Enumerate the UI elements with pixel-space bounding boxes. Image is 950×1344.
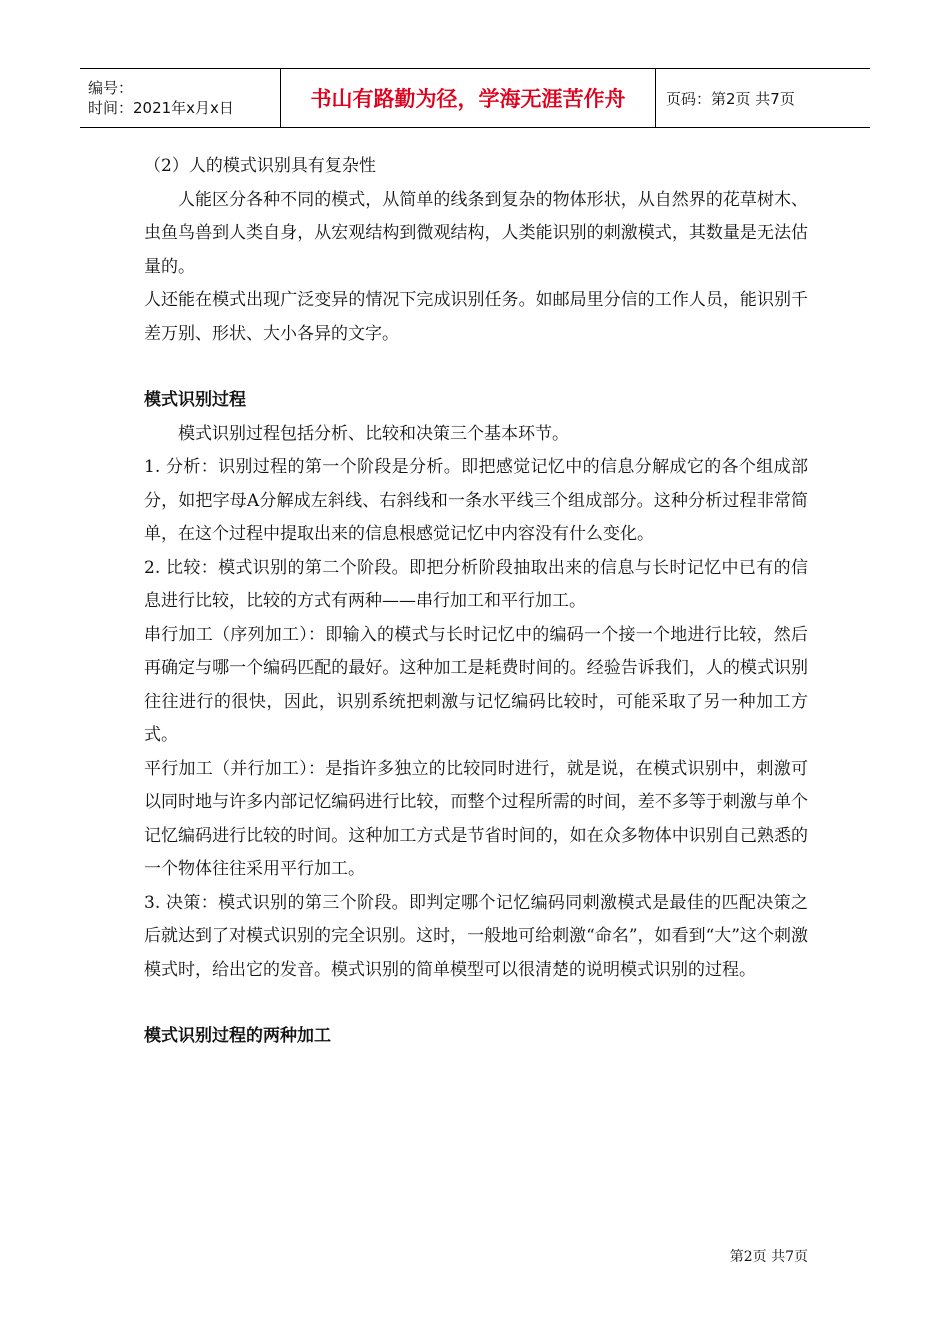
document-body [144,150,808,1054]
header-motto [281,69,656,127]
paragraph: 平行加工（并行加工）：是指许多独立的比较同时进行，就是说，在模式识别中，刺激可以同时地与许多内部记忆编码进行比较，而整个过程所需的时间，差不多等于刺激与单个记忆编码进行比较的时间。这种加工方式是节省时间的，如在众多物体中识别自己熟悉的一个物体往往采用平行加工。 [144,758,808,879]
section-heading: 模式识别过程 [144,390,246,410]
paragraph: 模式识别过程包括分析、比较和决策三个基本环节。 [178,423,569,444]
header-page-info [656,69,870,127]
footer-page-info: 第2页 共7页 [729,1249,808,1265]
page-info-text: 页码：第2页 共7页 [666,89,795,108]
paragraph: 3. 决策：模式识别的第三个阶段。即判定哪个记忆编码同刺激模式是最佳的匹配决策之后就达到了对模式识别的完全识别。这时，一般地可给刺激“命名”，如看到“大”这个刺激模式时，给出它的发音。模式识别的简单模型可以很清楚的说明模式识别的过程。 [144,892,808,980]
paragraph: 2. 比较：模式识别的第二个阶段。即把分析阶段抽取出来的信息与长时记忆中已有的信息进行比较，比较的方式有两种——串行加工和平行加工。 [144,557,808,611]
header-meta [80,69,281,127]
paragraph: 1. 分析：识别过程的第一个阶段是分析。即把感觉记忆中的信息分解成它的各个组成部分，如把字母A分解成左斜线、右斜线和一条水平线三个组成部分。这种分析过程非常简单，在这个过程中提取出来的信息根感觉记忆中内容没有什么变化。 [144,457,808,544]
paragraph: 人能区分各种不同的模式，从简单的线条到复杂的物体形状，从自然界的花草树木、虫鱼鸟兽到人类自身，从宏观结构到微观结构，人类能识别的刺激模式，其数量是无法估量的。 [144,189,808,277]
page-header [80,68,870,128]
spacer [144,987,808,1020]
spacer [144,351,808,384]
section-heading: 模式识别过程的两种加工 [144,1026,331,1046]
number-label: 编号： [88,79,134,97]
paragraph: 串行加工（序列加工）：即输入的模式与长时记忆中的编码一个接一个地进行比较，然后再确定与哪一个编码匹配的最好。这种加工是耗费时间的。经验告诉我们，人的模式识别往往进行的很快，因此，识别系统把刺激与记忆编码比较时，可能采取了另一种加工方式。 [144,624,808,745]
paragraph: 人还能在模式出现广泛变异的情况下完成识别任务。如邮局里分信的工作人员，能识别千差万别、形状、大小各异的文字。 [144,290,808,344]
page-footer [730,1246,808,1266]
paragraph-complexity-title: （2）人的模式识别具有复杂性 [144,156,376,176]
motto-text: 书山有路勤为径，学海无涯苦作舟 [310,87,626,111]
time-label: 时间：2021年x月x日 [88,99,234,117]
